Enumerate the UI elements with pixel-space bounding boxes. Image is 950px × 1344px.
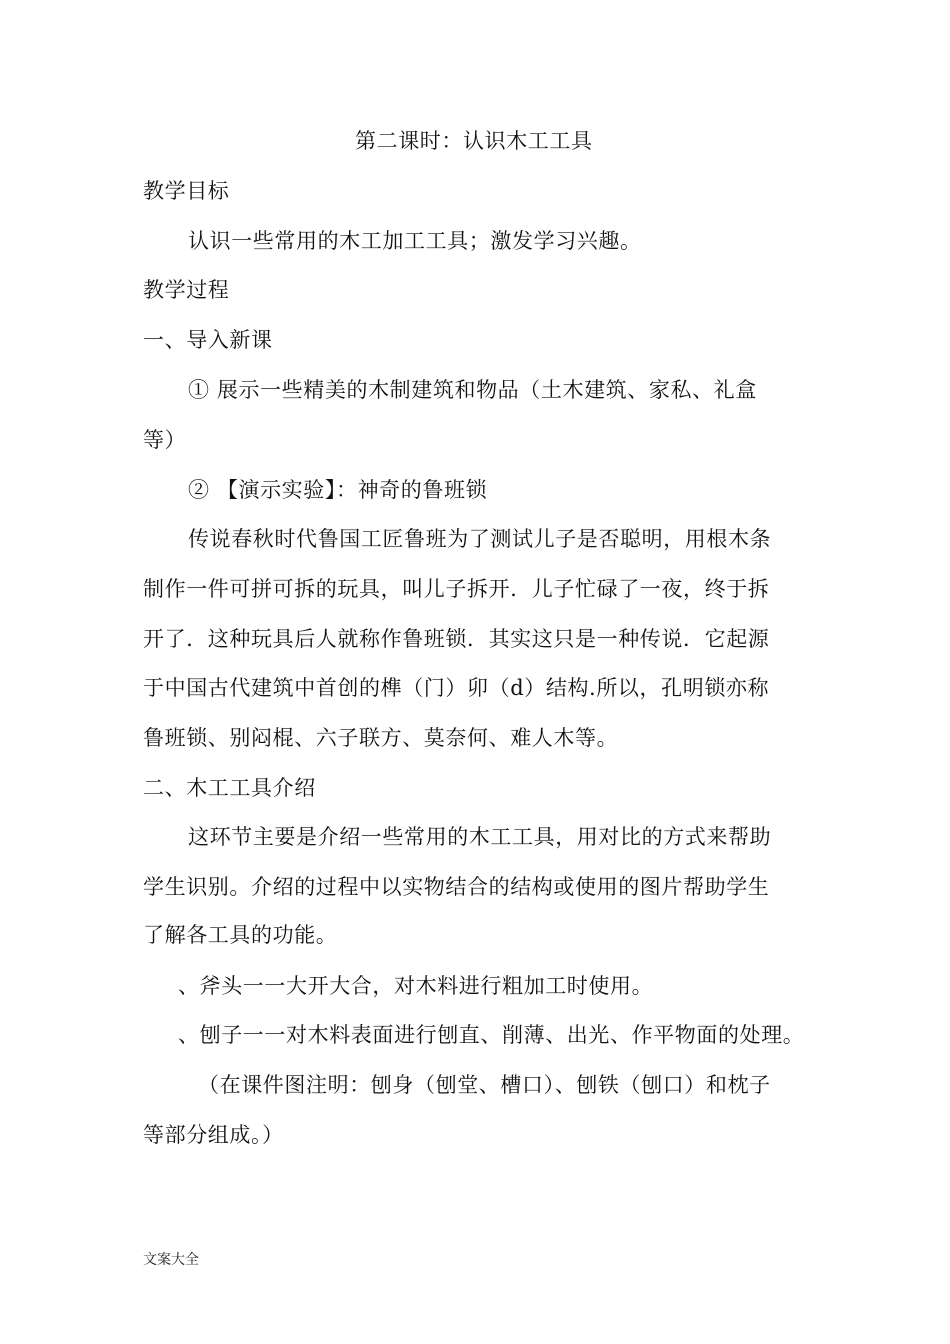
document-title: 第二课时：认识木工工具: [355, 129, 593, 153]
introduction-item-2: ② 【演示实验】：神奇的鲁班锁: [188, 478, 488, 502]
section-heading-teaching-objectives: 教学目标: [143, 179, 230, 203]
plane-note-line-2: 等部分组成。）: [143, 1123, 284, 1147]
luban-lock-paragraph-line-1: 传说春秋时代鲁国工匠鲁班为了测试儿子是否聪明，用根木条: [188, 527, 772, 551]
section-heading-teaching-process: 教学过程: [143, 278, 230, 302]
tool-item-plane: 、刨子一一对木料表面进行刨直、削薄、出光、作平物面的处理。: [178, 1023, 805, 1047]
introduction-item-1-line-1: ① 展示一些精美的木制建筑和物品（土木建筑、家私、礼盒: [188, 378, 757, 402]
tool-item-axe: 、斧头一一大开大合，对木料进行粗加工时使用。: [178, 974, 654, 998]
footer-text: 文案大全: [143, 1252, 199, 1268]
luban-lock-paragraph-line-2: 制作一件可拼可拆的玩具，叫儿子拆开．儿子忙碌了一夜，终于拆: [143, 577, 770, 601]
tool-introduction-line-3: 了解各工具的功能。: [143, 923, 338, 947]
tool-introduction-line-1: 这环节主要是介绍一些常用的木工工具，用对比的方式来帮助: [188, 825, 772, 849]
plane-note-line-1: （在课件图注明：刨身（刨堂、槽口）、刨铁（刨口）和枕子: [198, 1073, 771, 1097]
luban-lock-paragraph-line-4: 于中国古代建筑中首创的榫（门）卯（d）结构.所以，孔明锁亦称: [143, 676, 770, 700]
introduction-item-1-line-2: 等）: [143, 428, 187, 452]
luban-lock-paragraph-line-3: 开了．这种玩具后人就称作鲁班锁．其实这只是一种传说．它起源: [143, 627, 770, 651]
objective-text: 认识一些常用的木工加工工具；激发学习兴趣。: [188, 229, 642, 253]
section-heading-introduction: 一、导入新课: [143, 328, 273, 352]
luban-lock-paragraph-line-5: 鲁班锁、别闷棍、六子联方、莫奈何、难人木等。: [143, 726, 619, 750]
section-heading-tool-introduction: 二、木工工具介绍: [143, 776, 316, 800]
tool-introduction-line-2: 学生识别。介绍的过程中以实物结合的结构或使用的图片帮助学生: [143, 875, 770, 899]
